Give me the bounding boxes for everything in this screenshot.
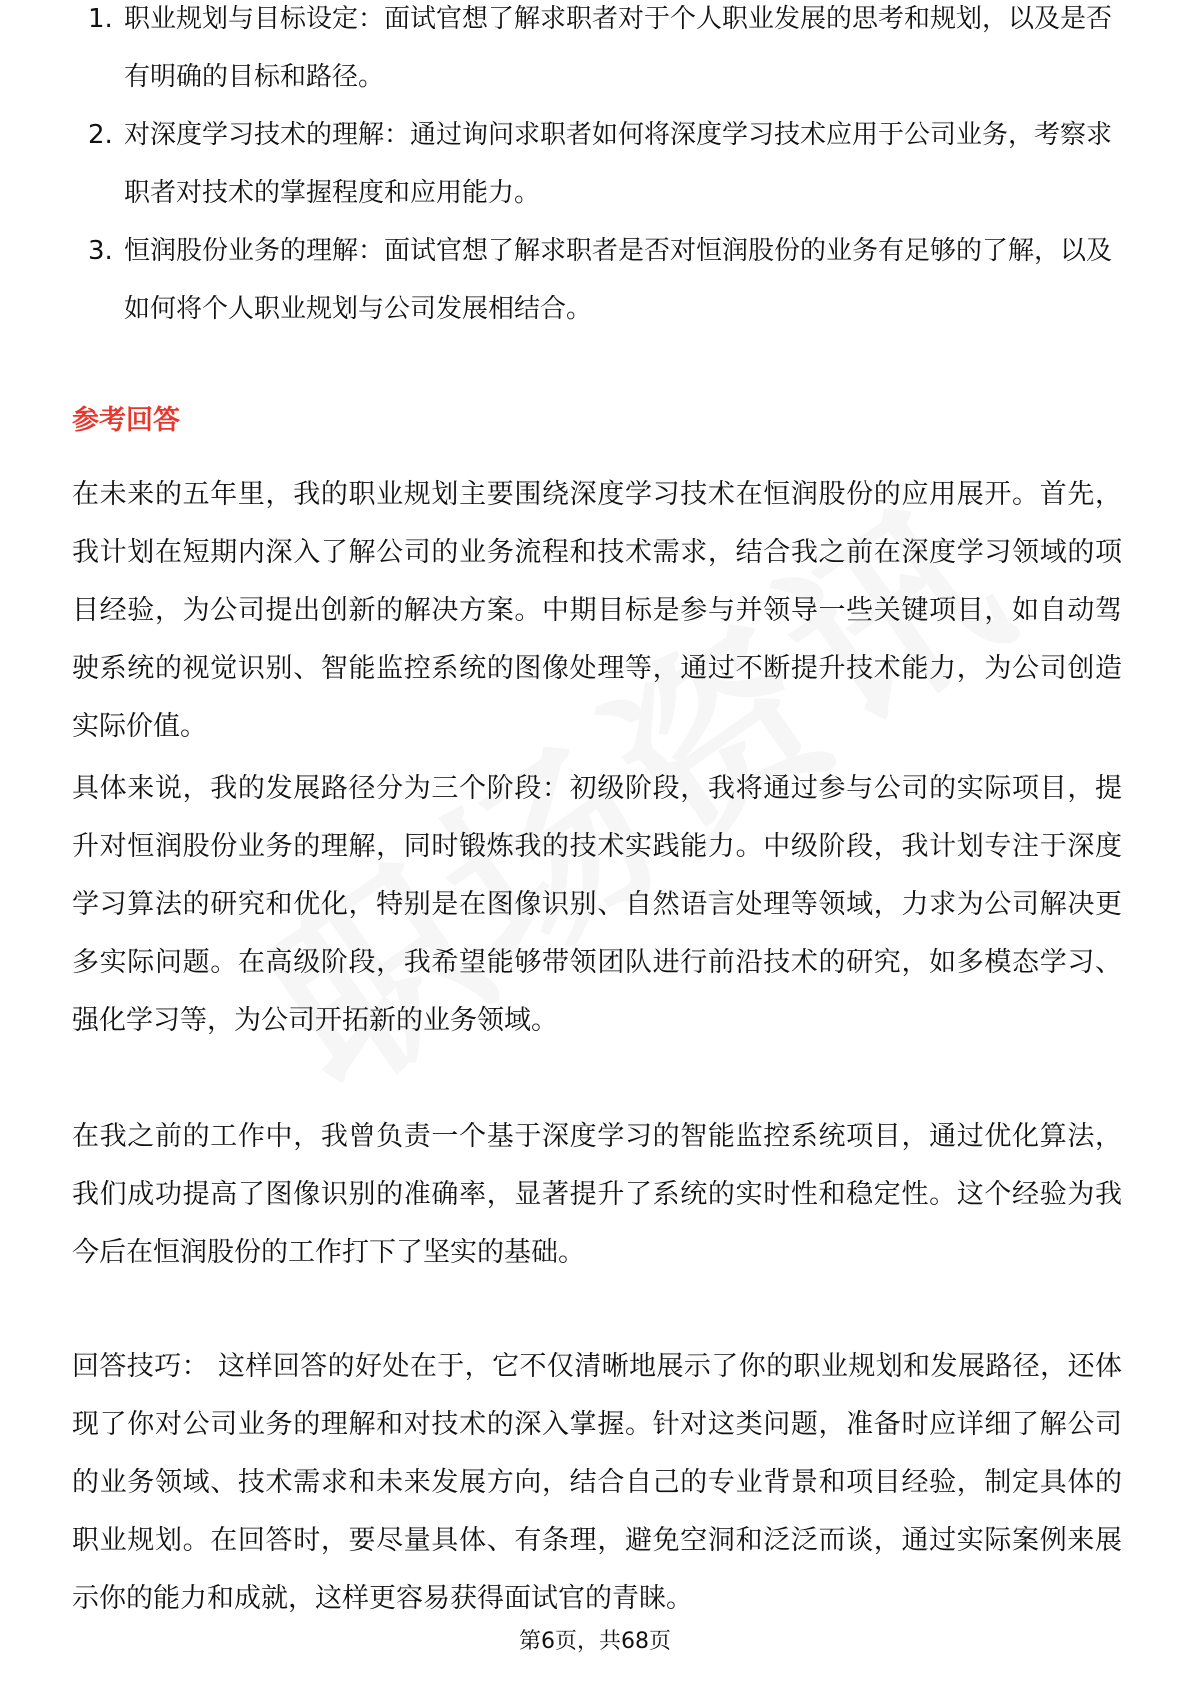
list-item: [72, 222, 1122, 338]
list-number: 1.: [88, 4, 113, 34]
list-item: [72, 0, 1122, 106]
answer-paragraph: 在未来的五年里，我的职业规划主要围绕深度学习技术在恒润股份的应用展开。首先，我计划在短期内深入了解公司的业务流程和技术需求，结合我之前在深度学习领域的项目经验，为公司提出创新的解决方案。中期目标是参与并领导一些关键项目，如自动驾驶系统的视觉识别、智能监控系统的图像处理等，通过不断提升技术能力，为公司创造实际价值。: [72, 479, 1122, 742]
list-item-text: 对深度学习技术的理解：通过询问求职者如何将深度学习技术应用于公司业务，考察求职者对技术的掌握程度和应用能力。: [124, 120, 1113, 208]
numbered-list: [72, 4, 1122, 338]
list-number: 3.: [88, 236, 113, 266]
tips-paragraph: 回答技巧： 这样回答的好处在于，它不仅清晰地展示了你的职业规划和发展路径，还体现了你对公司业务的理解和对技术的深入掌握。针对这类问题，准备时应详细了解公司的业务领域、技术需求和未来发展方向，结合自己的专业背景和项目经验，制定具体的职业规划。在回答时，要尽量具体、有条理，避免空洞和泛泛而谈，通过实际案例来展示你的能力和成就，这样更容易获得面试官的青睐。: [72, 1351, 1122, 1614]
page-number: 第6页，共68页: [519, 1629, 671, 1654]
list-item-text: 恒润股份业务的理解：面试官想了解求职者是否对恒润股份的业务有足够的了解，以及如何将个人职业规划与公司发展相结合。: [124, 236, 1113, 324]
answer-paragraph: 在我之前的工作中，我曾负责一个基于深度学习的智能监控系统项目，通过优化算法，我们成功提高了图像识别的准确率，显著提升了系统的实时性和稳定性。这个经验为我今后在恒润股份的工作打下了坚实的基础。: [72, 1121, 1122, 1268]
answer-paragraph: 具体来说，我的发展路径分为三个阶段：初级阶段，我将通过参与公司的实际项目，提升对恒润股份业务的理解，同时锻炼我的技术实践能力。中级阶段，我计划专注于深度学习算法的研究和优化，特别是在图像识别、自然语言处理等领域，力求为公司解决更多实际问题。在高级阶段，我希望能够带领团队进行前沿技术的研究，如多模态学习、强化学习等，为公司开拓新的业务领域。: [72, 773, 1122, 1036]
list-item: [72, 106, 1122, 222]
list-number: 2.: [88, 120, 113, 150]
list-item-text: 职业规划与目标设定：面试官想了解求职者对于个人职业发展的思考和规划，以及是否有明确的目标和路径。: [124, 4, 1113, 92]
section-title: 参考回答: [72, 405, 180, 436]
